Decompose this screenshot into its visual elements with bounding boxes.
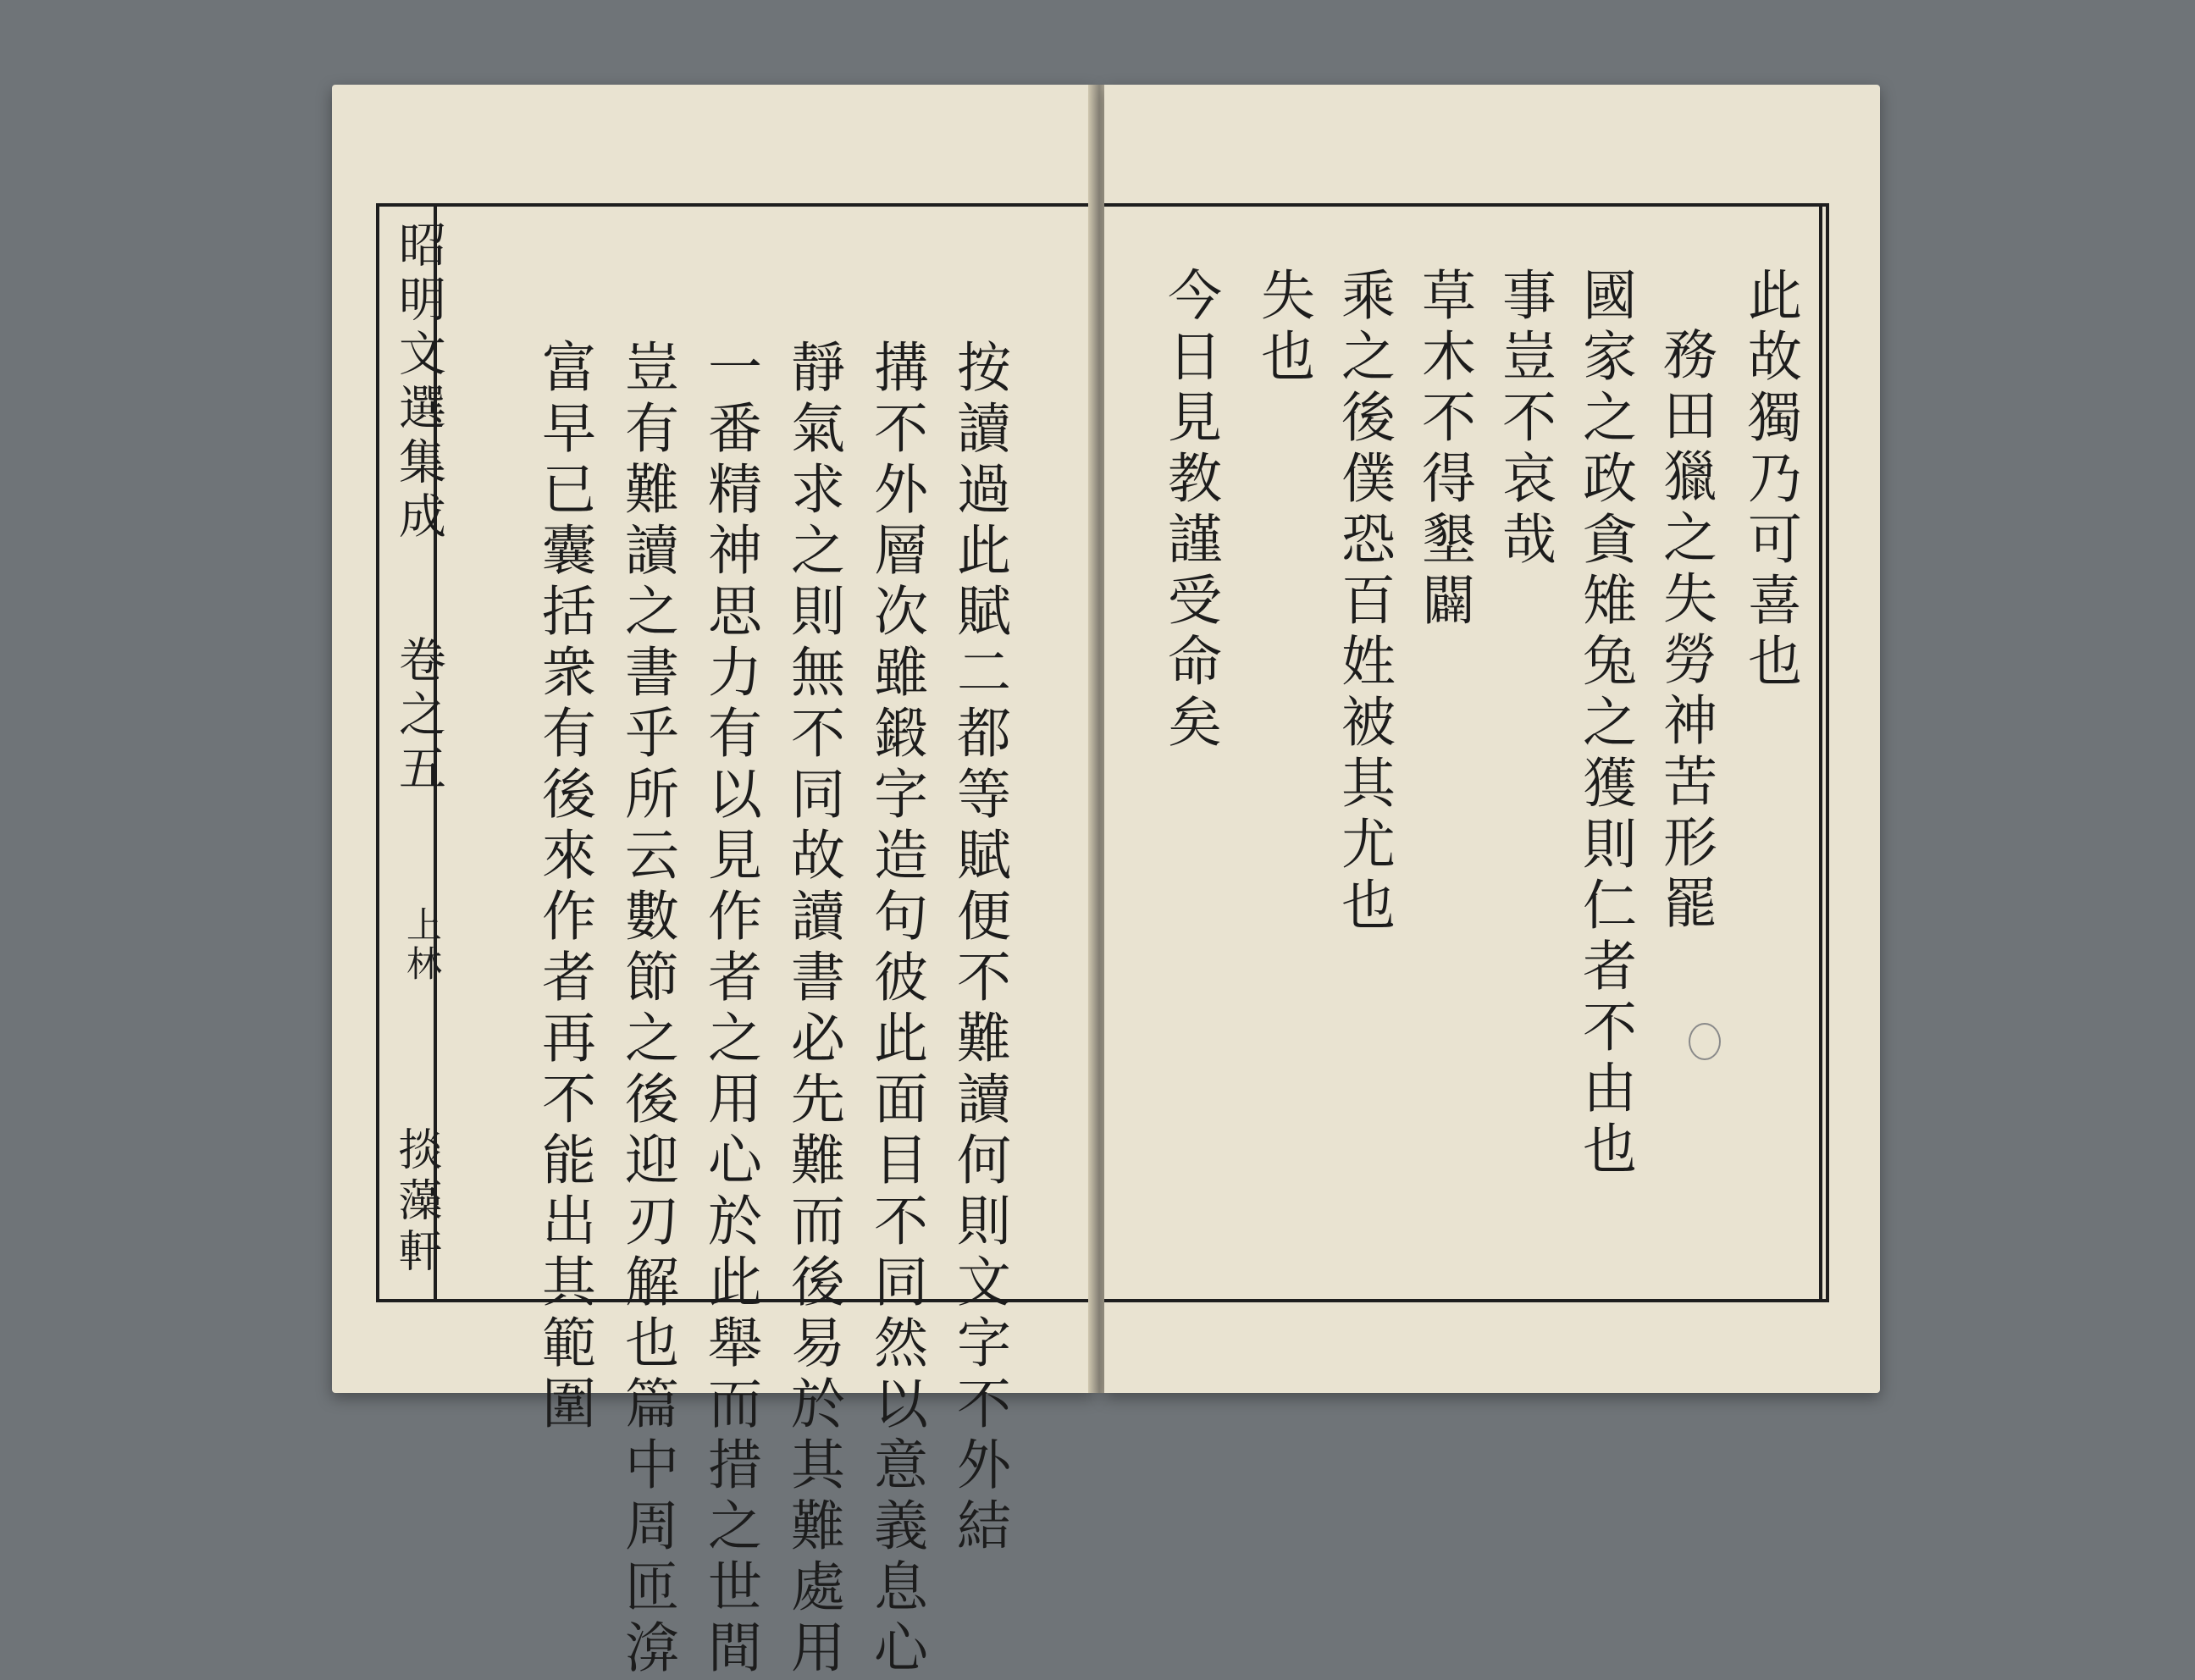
left-page xyxy=(332,85,1094,1680)
commentary-column: 富早已囊括衆有後來作者再不能出其範圍 xyxy=(533,339,595,1436)
commentary-column: 按讀過此賦二都等賦便不難讀何則文字不外結 xyxy=(948,339,1010,1558)
open-book xyxy=(332,85,1880,1680)
commentary-column: 豈有難讀之書乎所云數節之後迎刃解也篇中周匝渰 xyxy=(616,339,678,1680)
fold-publisher: 掞藻軒 xyxy=(390,1126,441,1279)
fold-title: 昭明文選集成 xyxy=(391,220,446,545)
text-column: 務田獵之失勞神苦形罷 xyxy=(1654,326,1717,936)
commentary-column: 搆不外層次雖鍛字造句彼此面目不同然以意義息心 xyxy=(865,339,927,1680)
text-column: 事豈不哀哉 xyxy=(1493,267,1556,572)
fold-line xyxy=(376,203,379,1302)
fold-section: 上林 xyxy=(401,906,443,984)
text-column: 草木不得墾闢 xyxy=(1413,267,1475,633)
seal-mark xyxy=(1689,1023,1721,1060)
commentary-column: 一番精神思力有以見作者之用心於此舉而措之世間 xyxy=(699,339,761,1680)
text-column: 失也 xyxy=(1252,267,1314,389)
right-page xyxy=(1104,85,1880,1393)
text-column: 今日見教謹受命矣 xyxy=(1158,267,1221,754)
text-column: 乘之後僕恐百姓被其尤也 xyxy=(1332,267,1395,937)
fold-volume: 卷之五 xyxy=(391,635,446,798)
commentary-column: 靜氣求之則無不同故讀書必先難而後易於其難處用 xyxy=(782,339,844,1680)
text-column: 此故獨乃可喜也 xyxy=(1739,267,1801,694)
text-column: 國家之政貪雉兔之獲則仁者不由也 xyxy=(1573,267,1636,1181)
fold-line xyxy=(1819,203,1822,1302)
